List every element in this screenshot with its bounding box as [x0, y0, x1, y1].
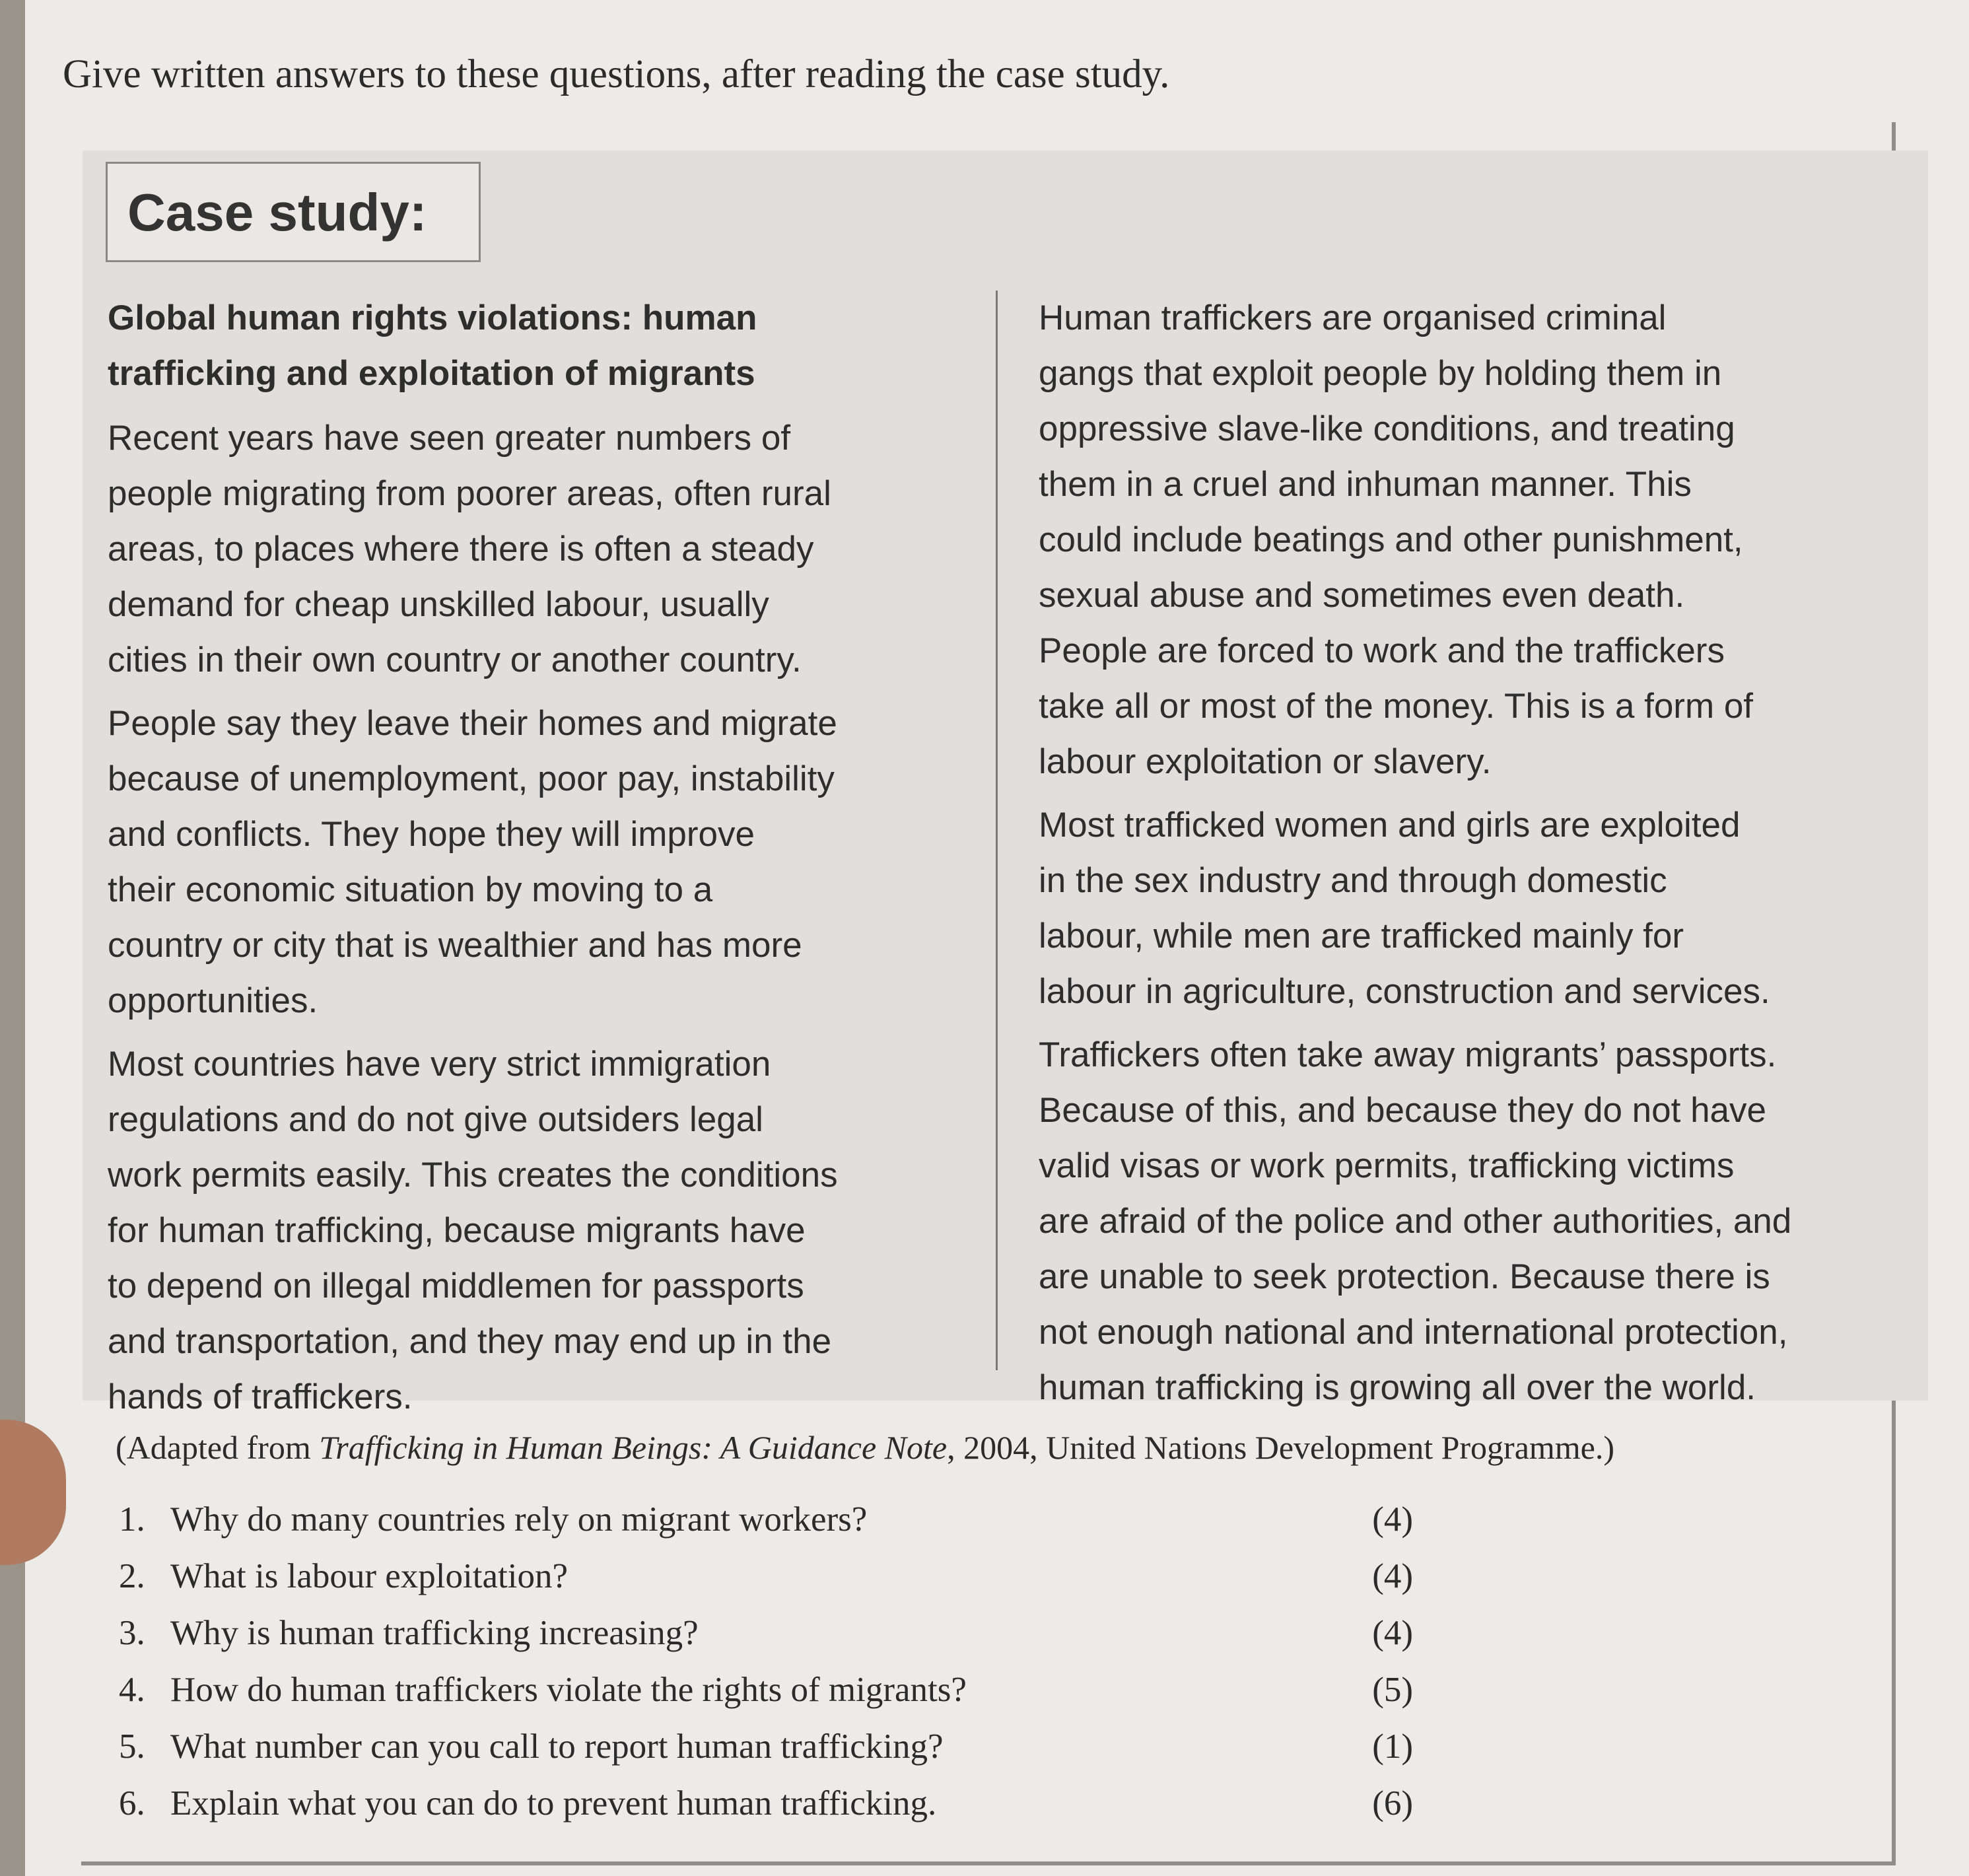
text-line: labour exploitation or slavery. — [1039, 742, 1492, 781]
text-line: Recent years have seen greater numbers of — [108, 419, 791, 458]
text-line: regulations and do not give outsiders legal — [108, 1100, 763, 1139]
text-line: to depend on illegal middlemen for passports — [108, 1267, 804, 1305]
question-text: What number can you call to report human trafficking? — [170, 1727, 944, 1766]
citation-suffix: , 2004, United Nations Development Programme.) — [947, 1429, 1615, 1466]
paragraph-passports — [1039, 1027, 1923, 1416]
text-line: People say they leave their homes and migrate — [108, 704, 837, 743]
citation-source-title: Trafficking in Human Beings: A Guidance Note — [319, 1429, 948, 1466]
question-number: 3. — [119, 1614, 145, 1652]
question-number: 2. — [119, 1557, 145, 1595]
text-line: labour in agriculture, construction and services. — [1039, 972, 1770, 1011]
text-line: are unable to seek protection. Because there is — [1039, 1257, 1770, 1296]
text-line: demand for cheap unskilled labour, usually — [108, 585, 769, 624]
article-title — [108, 291, 973, 401]
question-text: Why is human trafficking increasing? — [170, 1614, 699, 1652]
text-line: in the sex industry and through domestic — [1039, 861, 1667, 900]
instruction-text: Give written answers to these questions, after reading the case study. — [63, 52, 1170, 96]
text-line: human trafficking is growing all over the world. — [1039, 1368, 1756, 1407]
text-line: and transportation, and they may end up in the — [108, 1322, 832, 1361]
question-number: 6. — [119, 1784, 145, 1823]
text-line: Most trafficked women and girls are exploited — [1039, 806, 1741, 845]
question-marks: (4) — [1372, 1500, 1413, 1539]
text-line: and conflicts. They hope they will improve — [108, 815, 755, 854]
question-marks: (4) — [1372, 1614, 1413, 1652]
case-study-label-box — [106, 162, 481, 262]
question-text: How do human traffickers violate the rights of migrants? — [170, 1671, 967, 1709]
text-line: People are forced to work and the traffickers — [1039, 631, 1725, 670]
text-line: valid visas or work permits, trafficking victims — [1039, 1146, 1735, 1185]
question-item — [119, 1775, 1413, 1832]
article-left-column — [108, 291, 973, 1433]
paragraph-immigration — [108, 1037, 973, 1425]
text-line: Most countries have very strict immigration — [108, 1045, 771, 1084]
question-item — [119, 1605, 1413, 1661]
question-number: 4. — [119, 1671, 145, 1709]
citation-prefix: (Adapted from — [116, 1429, 320, 1466]
text-line: country or city that is wealthier and has more — [108, 926, 802, 965]
paragraph-reasons — [108, 696, 973, 1029]
text-line: Because of this, and because they do not have — [1039, 1091, 1767, 1130]
text-line: not enough national and international protection, — [1039, 1313, 1788, 1352]
column-divider — [996, 291, 998, 1370]
text-line: cities in their own country or another country. — [108, 641, 802, 679]
text-line: work permits easily. This creates the conditions — [108, 1156, 838, 1195]
question-item — [119, 1661, 1413, 1718]
source-citation — [116, 1428, 1614, 1467]
text-line: could include beatings and other punishment, — [1039, 520, 1743, 559]
paragraph-exploitation — [1039, 798, 1923, 1020]
text-line: them in a cruel and inhuman manner. This — [1039, 465, 1692, 504]
text-line: are afraid of the police and other authorities, and — [1039, 1202, 1792, 1241]
question-marks: (6) — [1372, 1784, 1413, 1823]
article-title-line: trafficking and exploitation of migrants — [108, 354, 755, 393]
paragraph-traffickers — [1039, 291, 1923, 790]
paragraph-migration — [108, 411, 973, 688]
text-line: labour, while men are trafficked mainly for — [1039, 917, 1684, 955]
question-number: 1. — [119, 1500, 145, 1539]
text-line: opportunities. — [108, 981, 318, 1020]
text-line: gangs that exploit people by holding them in — [1039, 354, 1722, 393]
question-marks: (4) — [1372, 1557, 1413, 1595]
question-text: What is labour exploitation? — [170, 1557, 568, 1595]
text-line: their economic situation by moving to a — [108, 870, 713, 909]
question-text: Explain what you can do to prevent human trafficking. — [170, 1784, 937, 1823]
question-list — [119, 1491, 1413, 1832]
book-spine — [0, 0, 25, 1876]
question-number: 5. — [119, 1727, 145, 1766]
text-line: hands of traffickers. — [108, 1377, 413, 1416]
question-item — [119, 1491, 1413, 1548]
question-marks: (5) — [1372, 1671, 1413, 1709]
case-study-label: Case study: — [127, 183, 427, 242]
article-title-line: Global human rights violations: human — [108, 298, 757, 337]
text-line: areas, to places where there is often a steady — [108, 530, 814, 569]
text-line: Traffickers often take away migrants’ passports. — [1039, 1035, 1777, 1074]
text-line: sexual abuse and sometimes even death. — [1039, 576, 1685, 615]
question-text: Why do many countries rely on migrant workers? — [170, 1500, 868, 1539]
text-line: oppressive slave-like conditions, and treating — [1039, 409, 1735, 448]
article-right-column — [1039, 291, 1923, 1424]
text-line: for human trafficking, because migrants have — [108, 1211, 806, 1250]
text-line: Human traffickers are organised criminal — [1039, 298, 1667, 337]
question-item — [119, 1718, 1413, 1775]
text-line: take all or most of the money. This is a form of — [1039, 687, 1754, 726]
question-item — [119, 1548, 1413, 1605]
text-line: because of unemployment, poor pay, instability — [108, 759, 835, 798]
text-line: people migrating from poorer areas, often rural — [108, 474, 831, 513]
question-marks: (1) — [1372, 1727, 1413, 1766]
